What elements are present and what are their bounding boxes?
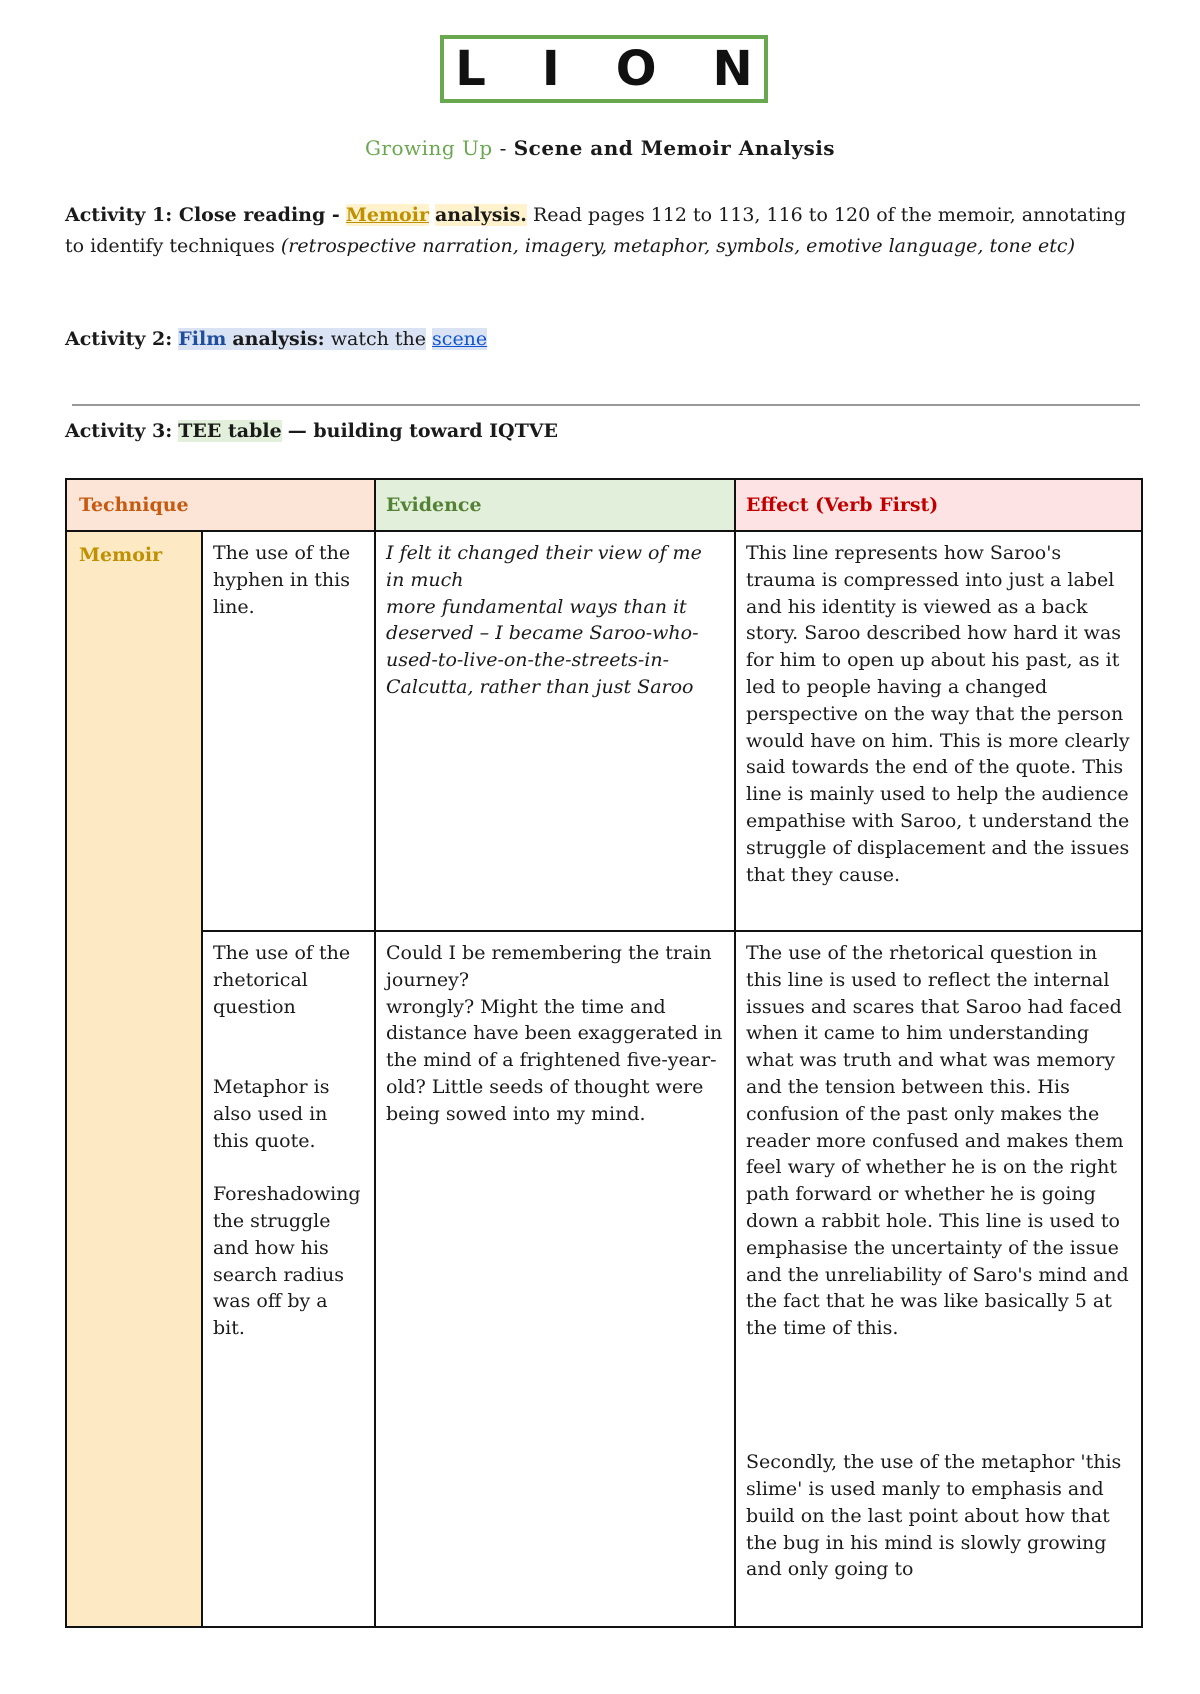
lion-logo: [440, 35, 809, 103]
row-2-technique: [202, 931, 375, 1627]
header-evidence: Evidence: [375, 479, 735, 531]
memoir-link[interactable]: Memoir: [345, 204, 429, 226]
row-2-technique-2: Metaphor is also used in this quote.: [213, 1075, 330, 1152]
activity-1: [65, 200, 1145, 262]
activity-2-label: Activity 2:: [65, 328, 173, 350]
header-effect: Effect (Verb First): [735, 479, 1142, 531]
row-2-effect-1: The use of the rhetorical question in this line is used to reflect the internal issues and scares that Saroo had faced when it came to him understanding what was truth and what was memory and the tension between this. His confusion of the past only makes the reader more confused and makes them feel wary of whether he is on the right path forward or whether he is going down a rabbit hole. This line is used to emphasise the uncertainty of the issue and the unreliability of Saro's mind and the fact that he was like basically 5 at the time of this.: [746, 942, 1129, 1340]
row-1-evidence: I felt it changed their view of me in much more fundamental ways than it deserved – I became Saroo-who-used-to-live-on-the-streets-in-Calcutta, rather than just Saroo: [375, 531, 735, 931]
activity-3-rest: — building toward IQTVE: [287, 420, 558, 442]
activity-3-label: Activity 3:: [65, 420, 173, 442]
header-technique: Technique: [66, 479, 375, 531]
activity-1-label: Activity 1: Close reading -: [65, 204, 340, 226]
row-1-technique: The use of the hyphen in this line.: [202, 531, 375, 931]
activity-2-film: Film: [178, 328, 227, 350]
activity-1-analysis: analysis.: [435, 204, 527, 226]
activity-3-tee-table: TEE table: [178, 420, 282, 442]
tee-table: [65, 478, 1143, 1628]
activity-1-text: Read pages 112 to 113, 116 to 120 of the memoir, annotating to identify techniques: [65, 204, 1127, 257]
activity-3: [65, 416, 1145, 447]
row-2-evidence: Could I be remembering the train journey? wrongly? Might the time and distance have been exaggerated in the mind of a frightened five-year-old? Little seeds of thought were being sowed into my mind.: [375, 931, 735, 1627]
activity-1-techniques: (retrospective narration, imagery, metaphor, symbols, emotive language, tone etc): [280, 235, 1075, 257]
table-row: [66, 531, 1142, 931]
activity-2-analysis: analysis:: [232, 328, 325, 350]
logo-text: LION: [455, 41, 809, 97]
table-header-row: [66, 479, 1142, 531]
subtitle-growing-up: Growing Up: [364, 136, 493, 160]
row-2-effect: [735, 931, 1142, 1627]
subtitle-main: Scene and Memoir Analysis: [513, 136, 836, 160]
row-2-technique-1: The use of the rhetorical question: [213, 942, 351, 1018]
category-memoir: Memoir: [66, 531, 202, 1627]
scene-link[interactable]: scene: [432, 328, 488, 350]
table-row: [66, 931, 1142, 1627]
subtitle-separator: -: [492, 136, 514, 160]
row-2-technique-3: Foreshadowing the struggle and how his search radius was off by a bit.: [213, 1183, 361, 1340]
row-2-effect-2: Secondly, the use of the metaphor 'this slime' is used manly to emphasis and build on the last point about how that the bug in his mind is slowly growing and only going to: [746, 1451, 1122, 1581]
activity-2: [65, 324, 1145, 355]
page-subtitle: [0, 136, 1200, 160]
row-1-effect: This line represents how Saroo's trauma is compressed into just a label and his identity is viewed as a back story. Saroo described how hard it was for him to open up about his past, as it led to people having a changed perspective on the way that the person would have on him. This is more clearly said towards the end of the quote. This line is mainly used to help the audience empathise with Saroo, t understand the struggle of displacement and the issues that they cause.: [735, 531, 1142, 931]
activity-2-text: watch the: [330, 328, 426, 350]
section-divider: [72, 404, 1140, 406]
